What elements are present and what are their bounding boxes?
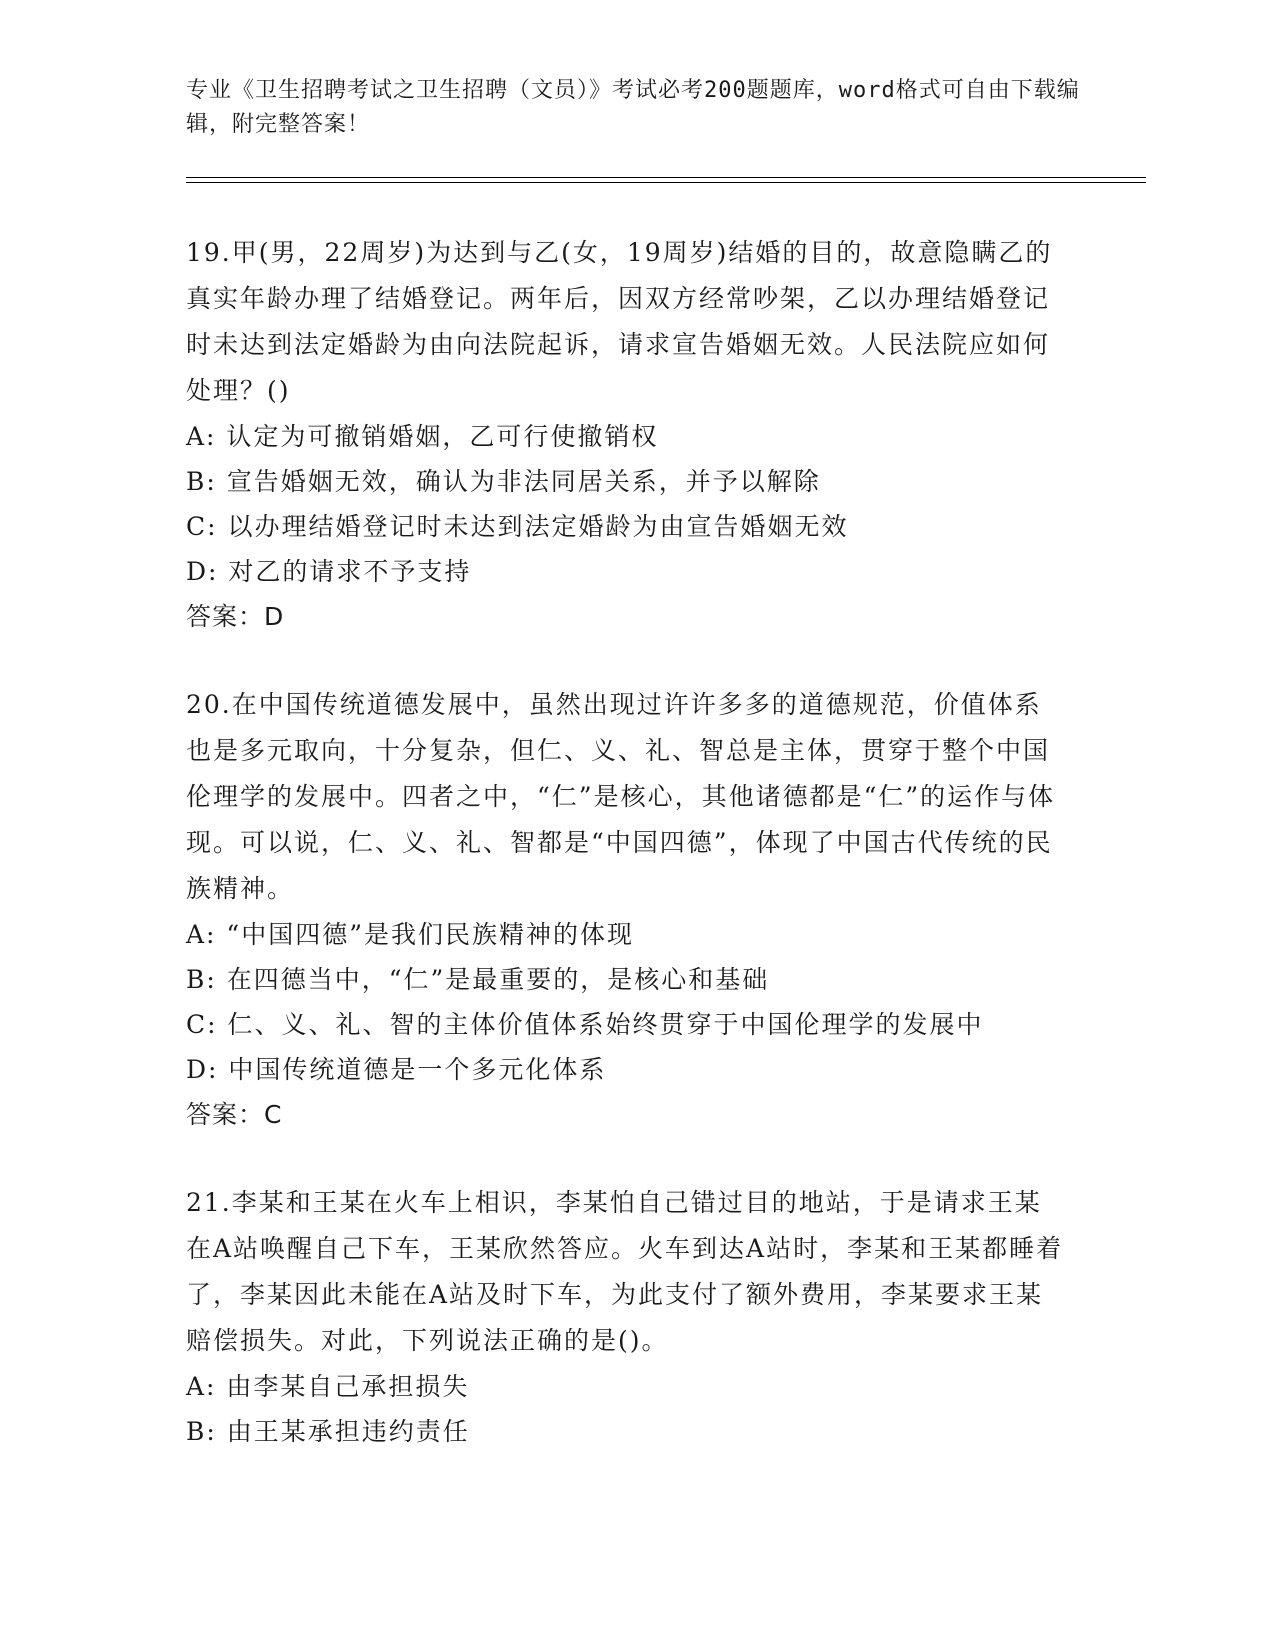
question-21 xyxy=(186,1180,1066,1454)
answer-line: 答案：C xyxy=(186,1100,283,1129)
option-a: A: “中国四德”是我们民族精神的体现 xyxy=(186,920,634,949)
header-divider-bottom xyxy=(186,182,1146,183)
option-d: D: 中国传统道德是一个多元化体系 xyxy=(186,1055,607,1084)
option-b: B: 由王某承担违约责任 xyxy=(186,1417,470,1446)
header-divider-top xyxy=(186,177,1146,178)
question-19 xyxy=(186,230,1066,640)
question-stem: 20.在中国传统道德发展中，虽然出现过许许多多的道德规范，价值体系也是多元取向，十分复杂，但仁、义、礼、智总是主体，贯穿于整个中国伦理学的发展中。四者之中，“仁”是核心，其他诸德都是“仁”的运作与体现。可以说，仁、义、礼、智都是“中国四德”，体现了中国古代传统的民族精神。 xyxy=(186,690,1056,903)
question-list xyxy=(186,230,1066,1454)
option-a: A: 认定为可撤销婚姻，乙可行使撤销权 xyxy=(186,422,659,451)
option-a: A: 由李某自己承担损失 xyxy=(186,1372,470,1401)
answer-line: 答案：D xyxy=(186,602,285,631)
option-d: D: 对乙的请求不予支持 xyxy=(186,557,472,586)
option-b: B: 在四德当中，“仁”是最重要的，是核心和基础 xyxy=(186,965,770,994)
question-stem: 21.李某和王某在火车上相识，李某怕自己错过目的地站，于是请求王某在A站唤醒自己下车，王某欣然答应。火车到达A站时，李某和王某都睡着了，李某因此未能在A站及时下车，为此支付了额外费用，李某要求王某赔偿损失。对此，下列说法正确的是()。 xyxy=(186,1188,1064,1355)
option-b: B: 宣告婚姻无效，确认为非法同居关系，并予以解除 xyxy=(186,467,821,496)
option-c: C: 以办理结婚登记时未达到法定婚龄为由宣告婚姻无效 xyxy=(186,512,849,541)
question-20 xyxy=(186,682,1066,1138)
question-stem: 19.甲(男，22周岁)为达到与乙(女，19周岁)结婚的目的，故意隐瞒乙的真实年龄办理了结婚登记。两年后，因双方经常吵架，乙以办理结婚登记时未达到法定婚龄为由向法院起诉，请求宣告婚姻无效。人民法院应如何处理？() xyxy=(186,238,1053,405)
document-header: 专业《卫生招聘考试之卫生招聘（文员）》考试必考200题题库，word格式可自由下载编辑，附完整答案！ xyxy=(186,78,1080,137)
option-c: C: 仁、义、礼、智的主体价值体系始终贯穿于中国伦理学的发展中 xyxy=(186,1010,984,1039)
